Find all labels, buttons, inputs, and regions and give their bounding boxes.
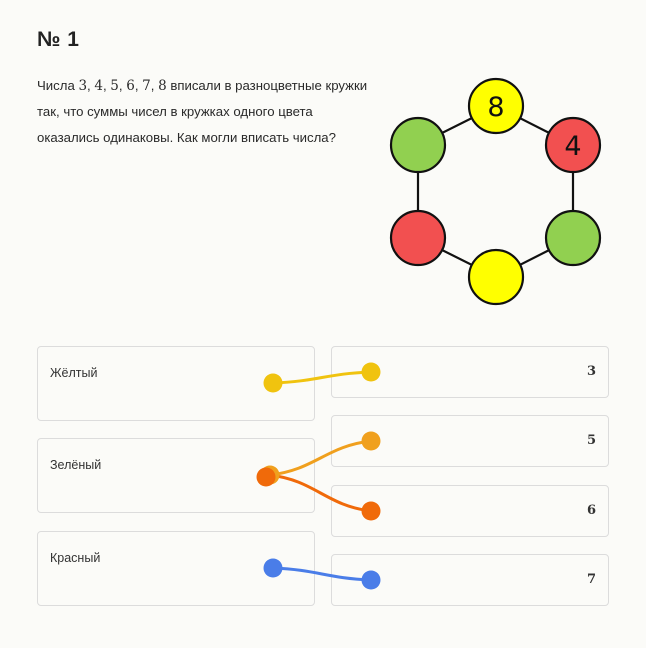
answer-label: 5 [586,433,596,448]
circle-number: 8 [487,92,505,123]
green-circle [391,118,445,172]
option-red[interactable] [37,531,315,606]
answer-label: 3 [586,364,596,379]
number-7: 7 [142,78,151,94]
option-yellow[interactable] [37,346,315,421]
text-after: вписали в разноцветные кружки так, что суммы чисел в кружках одного цвета оказались одинаковы. Как могли вписать числа? [37,78,368,145]
option-label: Зелёный [50,458,102,472]
number-5: 5 [110,78,119,94]
task-text: Числа 3, 4, 5, 6, 7, 8 вписали в разноцветные кружки так, что суммы чисел в кружках одного цвета оказались одинаковы. Как могли вписать числа? [37,78,368,145]
circle-number: 4 [564,131,582,162]
number-4: 4 [94,78,103,94]
task-number: № 1 [37,28,80,51]
answer-label: 6 [586,503,596,518]
red-circle [391,211,445,265]
hexagon-puzzle [380,70,620,320]
answer-label: 7 [586,572,596,587]
answer-6[interactable] [331,485,609,537]
number-6: 6 [126,78,135,94]
option-green[interactable] [37,438,315,513]
answer-7[interactable] [331,554,609,606]
text-before: Числа [37,78,79,93]
yellow-circle [469,250,523,304]
number-8: 8 [158,78,167,94]
option-label: Красный [50,551,101,565]
number-3: 3 [78,78,88,94]
answer-3[interactable] [331,346,609,398]
option-label: Жёлтый [50,366,98,380]
green-circle [546,211,600,265]
answer-5[interactable] [331,415,609,467]
